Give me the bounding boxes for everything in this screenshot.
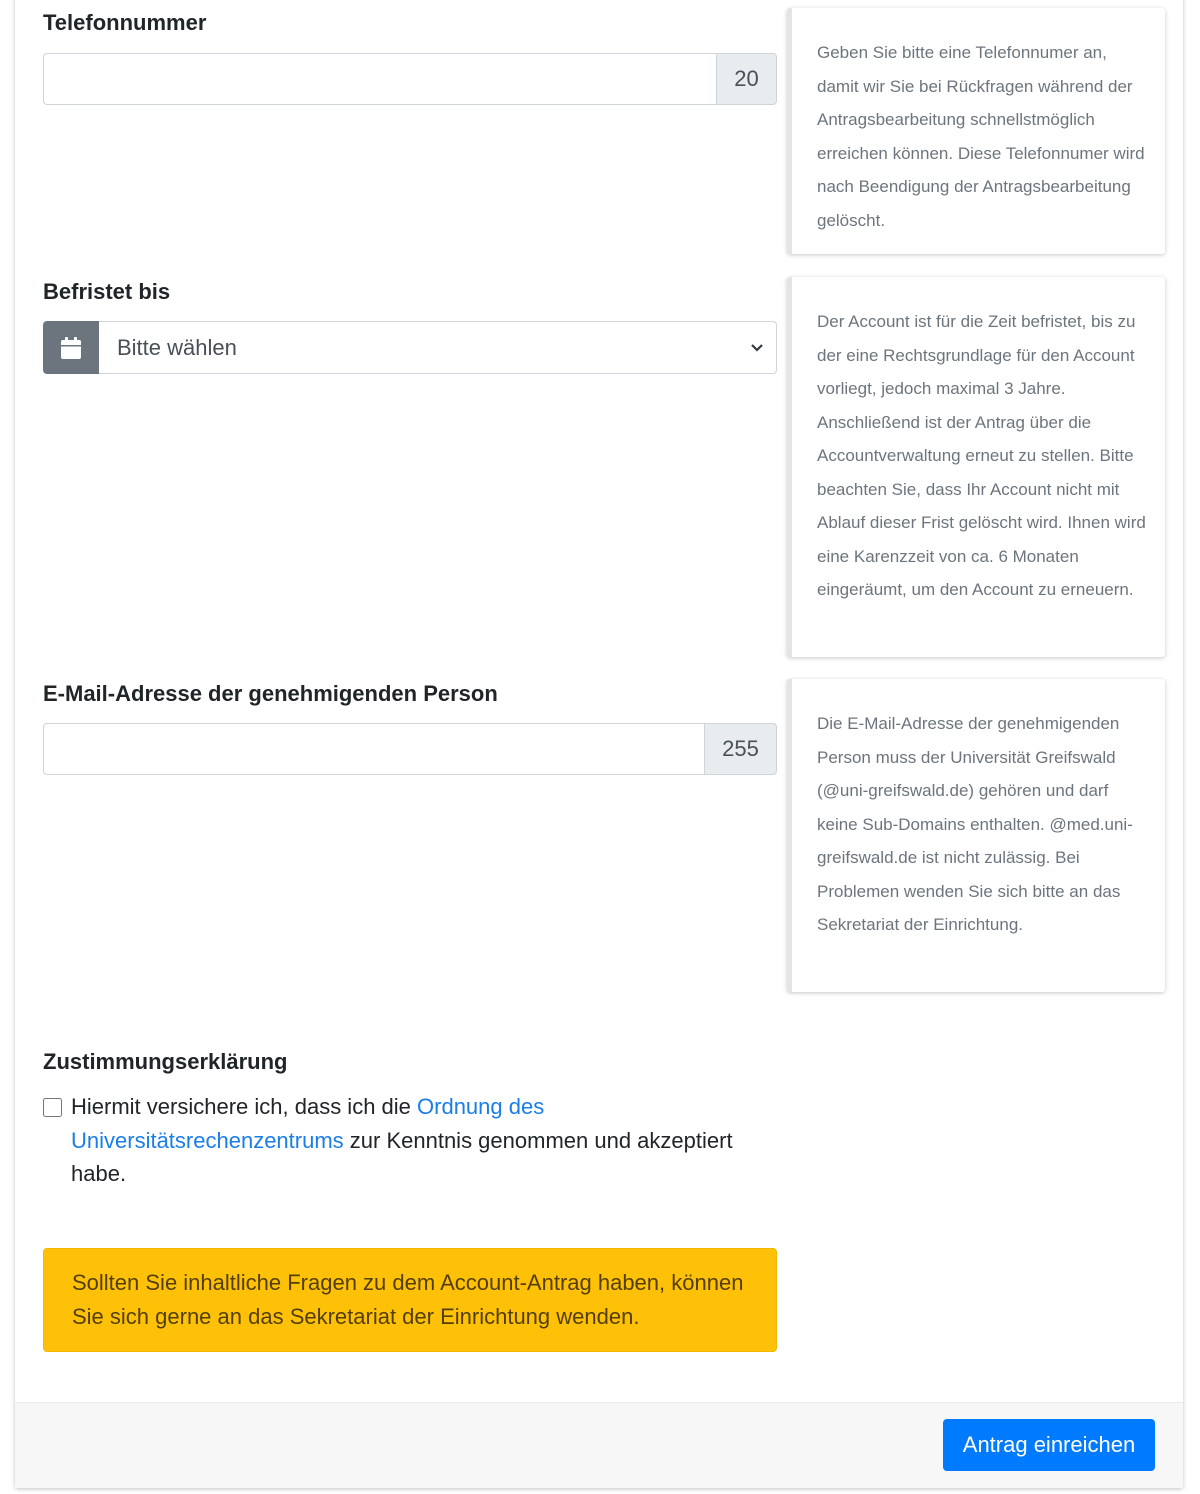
submit-button[interactable]: Antrag einreichen — [943, 1419, 1155, 1471]
expiry-selected-value: Bitte wählen — [117, 334, 237, 360]
calendar-addon — [43, 321, 99, 374]
approver-email-max-length: 255 — [704, 723, 777, 775]
ordnung-link[interactable]: Ordnung des Universitätsrechenzentrums — [71, 1094, 545, 1153]
chevron-down-icon — [750, 343, 764, 353]
expiry-label: Befristet bis — [43, 279, 171, 304]
approver-email-input-group — [43, 723, 777, 775]
notice-text: Sollten Sie inhaltliche Fragen zu dem Account-Antrag haben, können Sie sich gerne an das Sekretariat der Einrichtung wenden. — [72, 1270, 744, 1329]
consent-text-after: zur Kenntnis genommen und akzeptiert habe. — [71, 1127, 733, 1186]
calendar-icon — [61, 337, 81, 359]
expiry-help-text: Der Account ist für die Zeit befristet, bis zu der eine Rechtsgrundlage für den Account vorliegt, jedoch maximal 3 Jahre. Anschließend ist der Antrag über die Accountverwaltung erneut zu stellen. Bitte beachten Sie, dass Ihr Account nicht mit Ablauf dieser Frist gelöscht wird. Ihnen wird eine Karenzzeit von ca. 6 Monaten eingeräumt, um den Account zu erneuern. — [817, 312, 1146, 599]
expiry-help-box — [787, 277, 1165, 657]
approver-email-help-text: Die E-Mail-Adresse der genehmigenden Person muss der Universität Greifswald (@uni-greifswald.de) gehören und darf keine Sub-Domains enthalten. @med.uni-greifswald.de ist nicht zulässig. Bei Problemen wenden Sie sich bitte an das Sekretariat der Einrichtung. — [817, 714, 1133, 934]
consent-text-before: Hiermit versichere ich, dass ich die — [71, 1094, 418, 1119]
phone-help-text: Geben Sie bitte eine Telefonnumer an, damit wir Sie bei Rückfragen während der Antragsbearbeitung schnellstmöglich erreichen können. Diese Telefonnumer wird nach Beendigung der Antragsbearbeitung gelöscht. — [817, 43, 1145, 230]
consent-checkbox[interactable] — [43, 1098, 62, 1117]
phone-max-length: 20 — [716, 53, 777, 105]
notice-alert — [43, 1248, 777, 1352]
expiry-select[interactable] — [99, 321, 777, 374]
consent-text — [43, 1090, 763, 1191]
expiry-select-group — [43, 321, 777, 374]
approver-email-input[interactable] — [43, 723, 704, 775]
phone-input-group — [43, 53, 777, 105]
phone-label: Telefonnummer — [43, 10, 207, 35]
approver-email-help-box — [787, 679, 1165, 992]
phone-input[interactable] — [43, 53, 716, 105]
phone-help-box — [787, 8, 1165, 254]
consent-heading: Zustimmungserklärung — [43, 1049, 288, 1074]
consent-block — [43, 1090, 763, 1191]
approver-email-label: E-Mail-Adresse der genehmigenden Person — [43, 681, 498, 706]
